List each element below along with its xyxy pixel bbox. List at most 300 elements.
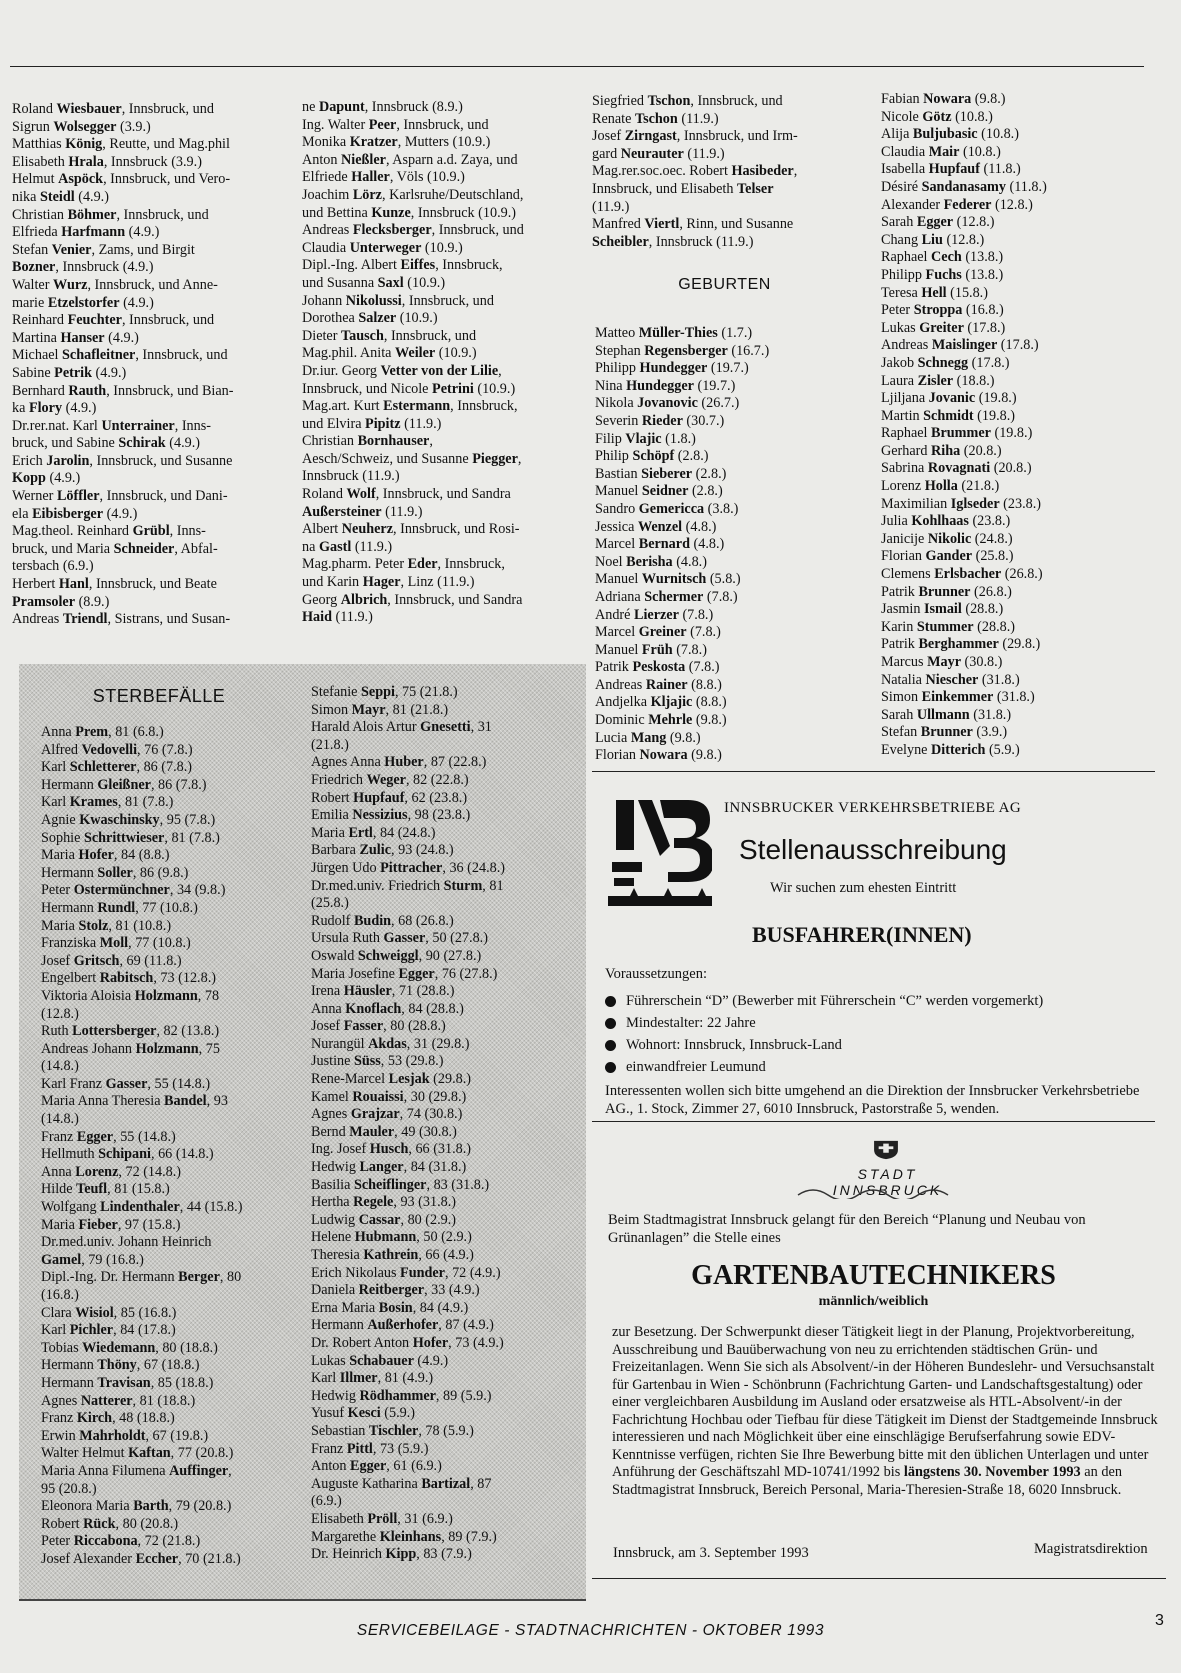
top-rule [10,66,1144,67]
entry-surname: Ertl [348,824,373,841]
entry-surname: Ostermünchner [73,882,170,899]
entry-surname: Bornhauser [357,433,430,450]
entry-suffix: , Innsbruck (4.9.) [55,259,154,276]
entry-surname: Harfmann [61,224,126,241]
list-item [302,574,587,592]
entry-surname: Berghammer [918,636,999,653]
list-item [41,1269,311,1287]
list-item [595,413,875,431]
list-item [595,659,875,677]
entry-surname: Holla [924,478,958,495]
list-item [12,611,287,629]
list-item [311,754,581,772]
list-item [881,742,1171,760]
page-number: 3 [1155,1612,1164,1629]
entry-suffix: , 84 (31.8.) [403,1159,467,1176]
entry-prefix: Sarah [881,706,917,723]
entry-suffix: (31.8.) [993,689,1035,706]
entry-surname: Barth [133,1498,169,1515]
entry-surname: Funder [400,1264,445,1281]
list-item [41,1199,311,1217]
entry-surname: Wenzel [637,518,683,535]
entry-prefix: Maria [41,1216,79,1233]
ivb-ad-subtitle: Wir suchen zum ehesten Eintritt [770,880,957,896]
list-item [595,483,875,501]
entry-suffix: (9.8.) [692,712,727,729]
ivb-logo-icon [608,796,712,914]
city-ad-body-text: zur Besetzung. Der Schwerpunkt dieser Tätigkeit liegt in der Planung, Projektvorbereitung, Ausschreibung und Bauüberwachung von neu zu errichtenden städtischen Grün- und Freizeitanlagen. Wenn Sie sich als Absolvent/-in der Höheren Bundeslehr- und Versuchsanstalt für Gartenbau in Wien - Schönbrunn (Fachrichtung Garten- und Landschaftsgestaltung) oder einer vergleichbaren Ausbildung im Ausland oder ersatzweise als HTL-Absolvent/-in der Fachrichtung Hochbau oder Tiefbau für diese Tätigkeit im Dienst der Stadtgemeinde Innsbruck interessieren und nach Möglichkeit über eine einschlägige Berufserfahrung sowie EDV-Kenntnisse verfügen, richten Sie Ihre Bewerbung bitte mit den üblichen Unterlagen und unter Anführung der Geschäftszahl MD-10741/1992 bis [612,1324,1158,1480]
entry-surname: Hanser [60,329,105,346]
entry-surname: Kleinhans [379,1528,442,1545]
entry-surname: Rück [83,1515,116,1532]
entry-suffix: , 81 (21.8.) [385,701,449,718]
entry-suffix: , Mutters (10.9.) [397,134,491,151]
entry-surname: Süss [353,1053,381,1070]
entry-surname: Hager [362,574,401,591]
entry-prefix: Karl [41,794,70,811]
entry-suffix: (9.8.) [666,729,701,746]
entry-surname: Travisan [97,1374,151,1391]
entry-prefix: Barbara [311,842,360,859]
list-item [311,1265,581,1283]
list-item [41,1357,311,1375]
ivb-company-name: INNSBRUCKER VERKEHRSBETRIEBE AG [724,800,1022,816]
entry-prefix: Laura [881,372,918,389]
entry-surname: Wurz [53,276,88,293]
entry-suffix: (10.9.) [403,274,446,291]
entry-suffix: , 78 [197,987,220,1004]
list-item [12,383,287,401]
entry-suffix: , 79 (16.8.) [81,1251,144,1268]
entry-prefix: Josef Alexander [41,1550,136,1567]
list-item [595,642,875,660]
entry-surname: Hasibeder [731,163,794,180]
entry-surname: Weger [366,771,406,788]
entry-prefix: Severin [595,412,642,429]
rule-above-ivb-ad [592,771,1155,772]
list-item [881,724,1171,742]
list-item [12,312,287,330]
entry-suffix: (30.8.) [961,654,1003,670]
entry-surname: Lörz [352,186,382,203]
entry-suffix: , 77 (10.8.) [135,899,198,916]
entry-surname: Hupfauf [928,161,980,178]
entry-surname: Schafleitner [62,347,136,364]
city-intro: Beim Stadtmagistrat Innsbruck gelangt für den Bereich “Planung und Neubau von Grünanlagen” die Stelle eines [608,1212,1086,1246]
entry-suffix: (26.8.) [1001,566,1043,583]
entry-suffix: (4.9.) [119,294,154,311]
entry-prefix: Mag.pharm. Peter [302,556,408,573]
marriages-column-2 [302,99,587,627]
entry-surname: Hundegger [639,360,708,377]
entry-suffix: (13.8.) [961,266,1004,283]
list-item [302,328,587,346]
entry-surname: Gnesetti [420,719,471,736]
entry-suffix: (4.8.) [682,518,717,535]
entry-suffix: (9.8.) [687,747,722,764]
entry-suffix: , 89 (7.9.) [441,1528,497,1545]
entry-prefix: Herbert [12,576,59,593]
entry-prefix: Dr.rer.nat. Karl [12,417,102,434]
list-item [311,1405,581,1423]
entry-prefix: Patrik [881,636,919,653]
entry-suffix: , Inns- [169,523,206,540]
entry-prefix: Hedwig [311,1387,360,1404]
list-item [12,523,287,541]
entry-prefix: Simon [311,701,352,718]
entry-suffix: , 82 (22.8.) [405,771,469,788]
entry-surname: Gastl [318,538,352,555]
list-item [881,320,1171,338]
entry-surname: Rabitsch [99,970,154,987]
list-item [311,913,581,931]
entry-prefix: (11.9.) [592,198,630,215]
list-item [881,161,1171,179]
list-item [311,1458,581,1476]
entry-suffix: , 80 (28.8.) [383,1018,446,1035]
entry-prefix: Bastian [595,465,642,482]
list-item [12,400,287,418]
entry-prefix: Stefan [881,724,921,741]
list-item [41,1076,311,1094]
entry-prefix: Raphael [881,249,932,266]
entry-suffix: (7.8.) [686,624,721,641]
list-item [605,1012,1165,1034]
entry-prefix: Albert [302,521,342,538]
list-item [41,935,311,953]
entry-prefix: Lucia [595,729,631,746]
entry-surname: Nikolic [927,530,972,547]
entry-prefix: Andjelka [595,694,651,711]
entry-prefix: Janicije [881,530,928,547]
entry-surname: Huber [384,754,424,771]
entry-prefix: Karin [881,618,917,635]
list-item [881,144,1171,162]
list-item [881,302,1171,320]
list-item [12,365,287,383]
list-item [311,1423,581,1441]
list-item [881,232,1171,250]
entry-surname: Petrini [432,380,474,397]
entry-suffix: (8.8.) [692,694,727,711]
entry-prefix: Peter [41,1533,74,1550]
entry-prefix: und Susanna [302,274,378,291]
entry-suffix: , 86 (9.8.) [132,864,189,881]
entry-suffix: , Innsbruck, und Susanne [89,452,233,469]
entry-suffix: , 95 (7.8.) [159,811,216,828]
entry-prefix: Werner [12,488,57,505]
list-item [12,330,287,348]
entry-suffix: (12.8.) [942,231,985,248]
entry-suffix: , 50 (27.8.) [425,930,488,947]
entry-prefix: Franziska [41,935,100,952]
entry-surname: Fuchs [925,266,962,283]
entry-surname: Schirak [118,435,166,452]
entry-suffix: (26.7.) [697,395,740,412]
entry-prefix: Hedwig [311,1159,360,1176]
entry-suffix: (4.9.) [103,505,138,522]
entry-surname: Pipitz [365,415,401,432]
entry-prefix: Raphael [881,425,932,442]
entry-suffix: , 87 [470,1475,492,1492]
entry-prefix: Basilia [311,1176,354,1193]
entry-prefix: Désiré [881,178,922,195]
entry-suffix: , 80 (20.8.) [115,1515,179,1532]
list-item [311,1018,581,1036]
entry-surname: Illmer [339,1370,378,1387]
entry-suffix: , 80 (2.9.) [400,1211,457,1228]
entry-surname: Pichler [69,1322,114,1339]
entry-prefix: Agnie [41,811,80,828]
list-item [592,93,877,111]
entry-surname: Wurnitsch [641,571,707,588]
entry-prefix: Filip [595,430,626,447]
entry-suffix: (19.8.) [973,407,1015,424]
list-item [302,468,587,486]
entry-prefix: Sigrun [12,118,54,135]
list-item [311,1370,581,1388]
list-item [302,187,587,205]
entry-suffix: (10.9.) [473,380,516,397]
list-item [311,1212,581,1230]
list-item [12,558,287,576]
entry-suffix: (19.8.) [975,390,1017,407]
entry-surname: Stroppa [913,302,963,319]
entry-suffix: , 84 (24.8.) [372,824,436,841]
entry-surname: Buljubasic [912,126,978,143]
entry-suffix: (12.8.) [991,196,1033,213]
entry-surname: Kathrein [363,1247,419,1263]
list-item [302,152,587,170]
list-item [311,1177,581,1195]
list-item [881,672,1171,690]
list-item [12,576,287,594]
entry-surname: Pittl [346,1440,373,1457]
entry-surname: Greiter [919,319,964,336]
list-item [595,730,875,748]
entry-suffix: (25.8.) [972,548,1014,565]
entry-prefix: Philipp [881,266,926,283]
entry-prefix: Evelyne [881,741,932,758]
entry-prefix: Erna Maria [311,1299,379,1316]
list-item [881,109,1171,127]
entry-prefix: Sophie [41,829,84,846]
list-item [311,966,581,984]
list-item [41,1252,311,1270]
list-item [41,882,311,900]
entry-surname: Stolz [78,917,109,934]
entry-suffix: , [517,450,522,467]
entry-prefix: Matthias [12,136,66,153]
list-item [595,747,875,765]
list-item [881,408,1171,426]
list-item [302,169,587,187]
deaths-column-1 [41,724,311,1569]
entry-prefix: Siegfried [592,93,648,109]
entry-prefix: Noel [595,553,627,570]
entry-suffix: , 81 (18.8.) [132,1392,196,1409]
entry-prefix: Hermann [311,1317,368,1334]
entry-prefix: Maria [41,847,79,864]
list-item [41,1410,311,1428]
entry-suffix: , 81 (4.9.) [377,1370,434,1387]
requirement-text: Führerschein “D” (Bewerber mit Führerschein “C” werden vorgemerkt) [626,993,1044,1009]
entry-prefix: Stefanie [311,684,362,700]
list-item [595,624,875,642]
list-item [595,325,875,343]
entry-prefix: Sandro [595,500,639,517]
list-item [595,378,875,396]
entry-surname: Stummer [916,618,974,635]
entry-surname: Rauth [68,382,107,399]
entry-prefix: Hellmuth [41,1146,99,1163]
entry-suffix: , 66 (31.8.) [408,1141,472,1158]
entry-prefix: Mag.phil. Anita [302,345,396,362]
entry-suffix: , Innsbruck, und [121,101,214,117]
list-item [41,724,311,742]
entry-suffix: (16.8.) [962,302,1004,319]
entry-prefix: Anton [302,151,342,168]
entry-suffix: (10.9.) [435,345,477,362]
entry-suffix: , Linz (11.9.) [400,574,475,591]
entry-prefix: Agnes Anna [311,754,385,771]
list-item [595,712,875,730]
entry-surname: Zulic [359,842,391,859]
entry-surname: Ismail [923,601,962,618]
entry-surname: Mayr [351,701,386,718]
entry-surname: Kljajic [650,694,693,711]
entry-prefix: Andreas [12,611,63,628]
entry-suffix: (17.8.) [963,319,1006,336]
entry-suffix: (29.8.) [998,636,1041,653]
entry-surname: Schermer [644,588,704,605]
entry-suffix: , Innsbruck, und Bian- [106,382,234,399]
entry-surname: König [65,136,103,153]
list-item [302,556,587,574]
list-item [12,594,287,612]
entry-suffix: (7.8.) [672,641,707,658]
entry-suffix: , 93 [206,1093,228,1110]
entry-suffix: (11.9.) [677,110,719,127]
entry-surname: Riccabona [73,1533,138,1550]
entry-surname: Wolsegger [53,118,117,135]
entry-surname: Reitberger [358,1282,425,1299]
requirement-text: einwandfreier Leumund [626,1059,766,1075]
marriages-column-3 [592,93,877,251]
entry-surname: Wolf [346,486,376,503]
entry-suffix: , 86 (7.8.) [150,776,207,793]
entry-prefix: Mag.rer.soc.oec. Robert [592,163,732,180]
entry-surname: Iglseder [950,495,1000,512]
entry-suffix: , Innsbruck, und Sandra [387,591,523,608]
entry-surname: Mehrle [648,712,693,729]
entry-surname: Scheibler [592,233,649,250]
entry-prefix: Fabian [881,91,924,107]
list-item [12,242,287,260]
entry-surname: Bernard [638,536,690,553]
entry-suffix: , 81 (7.8.) [117,794,174,811]
entry-prefix: Maria Anna Filumena [41,1462,170,1479]
entry-prefix: Friedrich [311,771,367,788]
list-item [311,930,581,948]
list-item [881,197,1171,215]
entry-prefix: Manfred [592,216,645,233]
list-item [41,1445,311,1463]
entry-surname: Holzmann [135,1040,199,1057]
entry-prefix: Hertha [311,1194,354,1211]
list-item [302,539,587,557]
entry-suffix: , 81 (6.8.) [108,724,164,740]
entry-prefix: Franz [311,1440,347,1457]
entry-surname: Piegger [472,450,518,467]
entry-surname: Bozner [12,259,56,276]
list-item [12,224,287,242]
entry-surname: Egger [916,214,954,231]
list-item [302,134,587,152]
list-item [592,181,877,199]
entry-prefix: Andreas [881,337,932,354]
list-item [12,277,287,295]
entry-surname: Feuchter [67,312,122,329]
list-item [311,895,581,913]
entry-prefix: Elisabeth [12,153,69,170]
entry-prefix: Ursula Ruth [311,930,384,947]
entry-prefix: Jasmin [881,601,924,618]
list-item [41,1322,311,1340]
entry-prefix: (16.8.) [41,1287,79,1303]
list-item [595,343,875,361]
list-item [881,285,1171,303]
city-position: GARTENBAUTECHNIKERS [691,1260,1056,1291]
entry-prefix: Jürgen Udo [311,859,381,876]
entry-prefix: Andreas Johann [41,1040,136,1057]
list-item [881,214,1171,232]
list-item [12,453,287,471]
entry-suffix: , 89 (5.9.) [435,1387,492,1404]
entry-suffix: , Rinn, und Susanne [679,216,794,233]
list-item [311,1317,581,1335]
list-item [41,1375,311,1393]
list-item [881,443,1171,461]
entry-surname: Tschon [647,93,691,109]
entry-surname: Berger [178,1269,220,1286]
entry-prefix: Gerhard [881,442,932,459]
entry-surname: Brummer [931,425,991,442]
list-item [881,513,1171,531]
entry-prefix: Isabella [881,161,929,178]
entry-suffix: (4.9.) [62,400,97,417]
entry-prefix: Lukas [881,319,920,336]
city-ad-body-text-end: an den Stadtmagistrat Innsbruck, Bereich Personal, Maria-Theresien-Straße 18, 6020 Innsbruck. [612,1464,1122,1498]
list-item [302,310,587,328]
list-item [311,719,581,737]
list-item [311,1546,581,1564]
entry-surname: Niescher [925,671,979,688]
entry-prefix: Karl [41,1322,70,1339]
list-item [595,554,875,572]
entry-prefix: Florian [595,747,640,764]
list-item [41,988,311,1006]
entry-surname: Triendl [62,611,108,628]
entry-surname: Sieberer [641,465,693,482]
list-item [12,207,287,225]
entry-surname: Lesjak [388,1071,430,1088]
entry-suffix: , Innsbruck, und Irm- [676,128,798,145]
list-item [881,689,1171,707]
list-item [592,146,877,164]
entry-suffix: (5.9.) [380,1405,416,1422]
entry-suffix: (1.8.) [661,430,696,447]
